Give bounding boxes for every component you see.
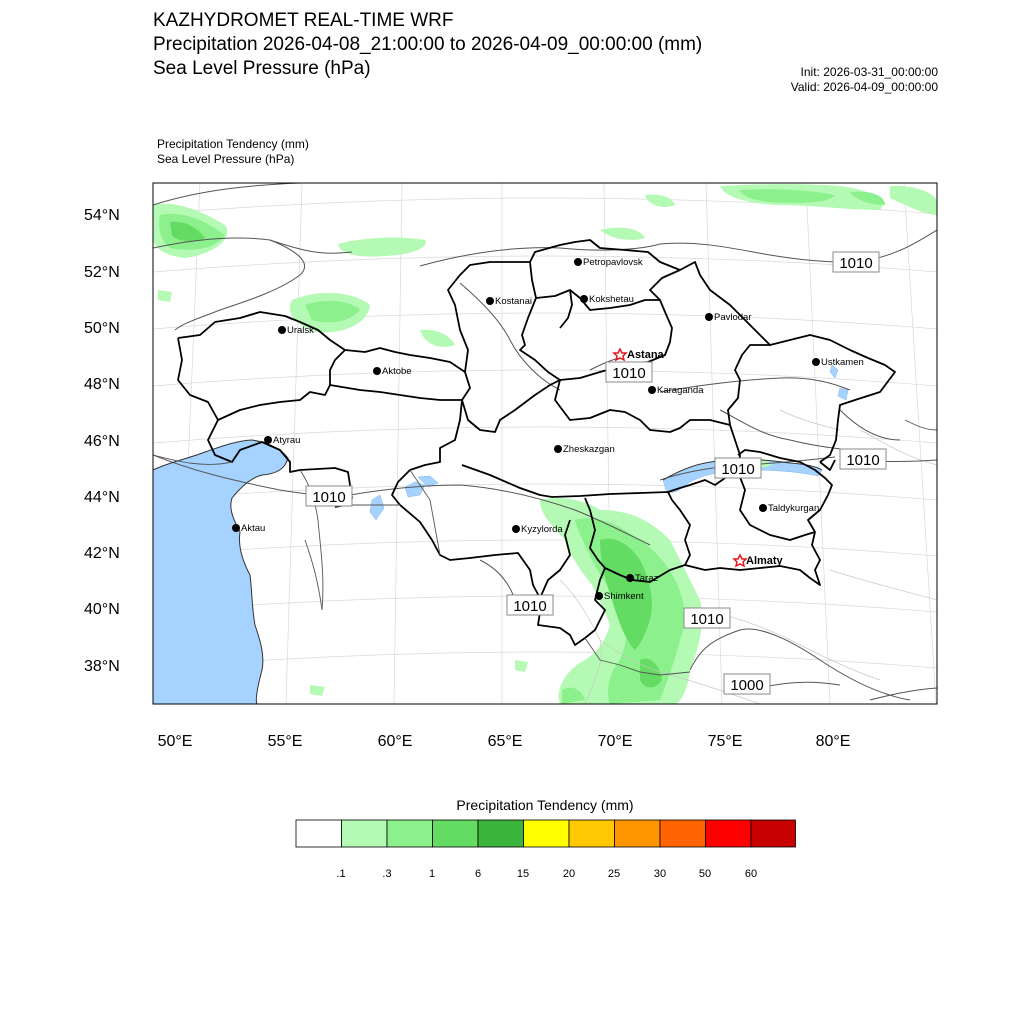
svg-text:Kokshetau: Kokshetau xyxy=(589,294,634,305)
city-kyzylorda xyxy=(512,524,563,535)
lat-label: 52°N xyxy=(84,264,120,281)
svg-text:Taldykurgan: Taldykurgan xyxy=(768,503,820,514)
city-zheskazgan xyxy=(554,444,615,455)
svg-text:Petropavlovsk: Petropavlovsk xyxy=(583,257,643,268)
colorbar-label: .3 xyxy=(382,868,392,880)
water-bodies xyxy=(153,365,848,704)
isobar-label: 1010 xyxy=(612,365,646,382)
colorbar-label: 1 xyxy=(428,868,436,880)
svg-text:Atyrau: Atyrau xyxy=(273,435,301,446)
lon-label: 60°E xyxy=(377,733,413,750)
isobar-label: 1010 xyxy=(846,452,880,469)
precip-field-label: Precipitation Tendency (mm) xyxy=(157,137,309,151)
colorbar xyxy=(296,820,796,847)
svg-text:Ustkamen: Ustkamen xyxy=(821,357,864,368)
colorbar-swatch xyxy=(751,820,796,847)
svg-text:Shimkent: Shimkent xyxy=(604,591,644,602)
isobar-label: 1010 xyxy=(513,598,547,615)
page-title: KAZHYDROMET REAL-TIME WRF xyxy=(153,10,454,31)
lon-label: 80°E xyxy=(815,733,851,750)
lon-label: 50°E xyxy=(157,733,193,750)
colorbar-title: Precipitation Tendency (mm) xyxy=(456,797,634,813)
slp-field-label: Sea Level Pressure (hPa) xyxy=(157,152,295,166)
colorbar-swatch xyxy=(387,820,433,847)
svg-text:Karaganda: Karaganda xyxy=(657,385,704,396)
lat-label: 50°N xyxy=(84,320,120,337)
svg-text:Aktobe: Aktobe xyxy=(382,366,412,377)
city-petropavlovsk xyxy=(574,257,643,268)
lon-label: 65°E xyxy=(487,733,523,750)
precip-period-title: Precipitation 2026-04-08_21:00:00 to 2026-04-09_00:00:00 (mm) xyxy=(153,34,703,55)
colorbar-label: 15 xyxy=(516,868,530,880)
lat-label: 40°N xyxy=(84,601,120,618)
svg-text:Zheskazgan: Zheskazgan xyxy=(563,444,615,455)
colorbar-label: 50 xyxy=(698,868,712,880)
colorbar-label: 60 xyxy=(744,868,758,880)
colorbar-label: 20 xyxy=(562,868,576,880)
city-astana xyxy=(614,349,665,361)
colorbar-label: 30 xyxy=(653,868,667,880)
city-aktobe xyxy=(373,366,412,377)
lon-label: 70°E xyxy=(597,733,633,750)
colorbar-swatch xyxy=(296,820,342,847)
colorbar-swatch xyxy=(478,820,524,847)
svg-text:Taraz: Taraz xyxy=(635,573,659,584)
lat-label: 38°N xyxy=(84,658,120,675)
isobar-label: 1010 xyxy=(721,461,755,478)
lat-label: 42°N xyxy=(84,545,120,562)
city-almaty xyxy=(734,555,784,567)
city-pavlodar xyxy=(705,312,752,323)
isobar-label: 1000 xyxy=(730,677,764,694)
colorbar-swatch xyxy=(569,820,615,847)
isobar-label: 1010 xyxy=(839,255,873,272)
city-taldykurgan xyxy=(759,503,819,514)
colorbar-swatch xyxy=(433,820,479,847)
svg-text:Kostanai: Kostanai xyxy=(495,296,532,307)
svg-text:Almaty: Almaty xyxy=(746,555,783,567)
colorbar-swatch xyxy=(706,820,752,847)
lat-label: 48°N xyxy=(84,376,120,393)
lat-label: 54°N xyxy=(84,207,120,224)
svg-text:Aktau: Aktau xyxy=(241,523,266,534)
svg-text:Uralsk: Uralsk xyxy=(287,325,314,336)
colorbar-label: 6 xyxy=(474,868,482,880)
init-time: Init: 2026-03-31_00:00:00 xyxy=(800,65,938,79)
svg-text:Kyzylorda: Kyzylorda xyxy=(521,524,563,535)
isobar-label: 1010 xyxy=(312,489,346,506)
lat-label: 46°N xyxy=(84,433,120,450)
valid-time: Valid: 2026-04-09_00:00:00 xyxy=(790,80,938,94)
colorbar-label: 25 xyxy=(607,868,621,880)
svg-text:Pavlodar: Pavlodar xyxy=(714,312,752,323)
city-kokshetau xyxy=(580,294,634,305)
city-uralsk xyxy=(278,325,314,336)
city-karaganda xyxy=(648,385,704,396)
colorbar-label: .1 xyxy=(336,868,346,880)
isobar-label: 1010 xyxy=(690,611,724,628)
lat-label: 44°N xyxy=(84,489,120,506)
colorbar-swatch xyxy=(660,820,706,847)
slp-title: Sea Level Pressure (hPa) xyxy=(153,58,371,79)
svg-text:Astana: Astana xyxy=(627,349,664,361)
lon-label: 75°E xyxy=(707,733,743,750)
colorbar-swatch xyxy=(342,820,388,847)
city-ustkamen xyxy=(812,357,864,368)
colorbar-swatch xyxy=(615,820,661,847)
city-kostanai xyxy=(486,296,532,307)
lon-label: 55°E xyxy=(267,733,303,750)
colorbar-swatch xyxy=(524,820,570,847)
